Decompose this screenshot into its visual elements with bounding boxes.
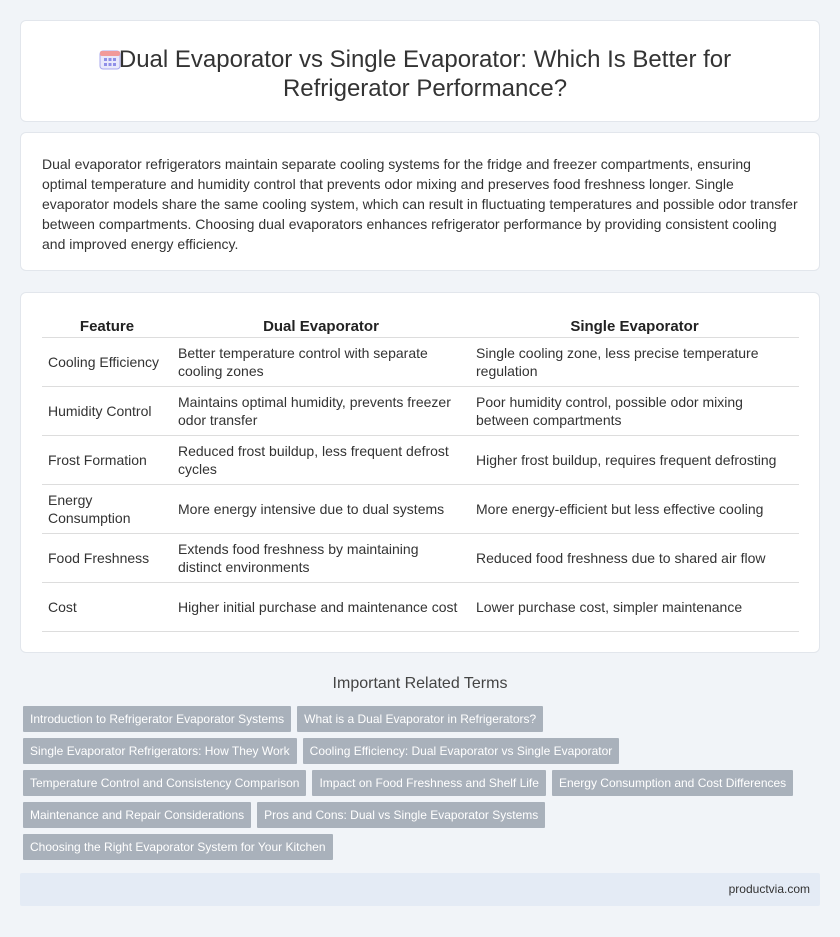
page-title: Dual Evaporator vs Single Evaporator: Which Is Better for Refrigerator Performance?: [118, 46, 732, 102]
feature-cell: Food Freshness: [42, 533, 172, 582]
related-terms-heading: Important Related Terms: [332, 675, 508, 692]
dual-cell: Extends food freshness by maintaining distinct environments: [172, 533, 470, 582]
related-term-tag[interactable]: Maintenance and Repair Considerations: [23, 802, 251, 828]
feature-cell: Cooling Efficiency: [42, 337, 172, 386]
table-header-row: [42, 317, 799, 337]
single-cell: Higher frost buildup, requires frequent defrosting: [470, 435, 799, 484]
table-row: [42, 533, 799, 582]
related-term-tag[interactable]: Single Evaporator Refrigerators: How They Work: [23, 738, 297, 764]
single-cell: Reduced food freshness due to shared air flow: [470, 533, 799, 582]
table-row: [42, 435, 799, 484]
footer: [20, 873, 820, 906]
header-dual-evaporator: Dual Evaporator: [172, 317, 470, 337]
related-term-tag[interactable]: Impact on Food Freshness and Shelf Life: [312, 770, 545, 796]
single-cell: Single cooling zone, less precise temperature regulation: [470, 337, 799, 386]
header-single-evaporator: Single Evaporator: [470, 317, 799, 337]
feature-cell: Frost Formation: [42, 435, 172, 484]
single-cell: Lower purchase cost, simpler maintenance: [470, 582, 799, 631]
header-feature: Feature: [42, 317, 172, 337]
feature-cell: Energy Consumption: [42, 484, 172, 533]
table-row: [42, 386, 799, 435]
related-terms-list: [23, 706, 813, 866]
feature-cell: Cost: [42, 582, 172, 631]
related-term-tag[interactable]: Pros and Cons: Dual vs Single Evaporator Systems: [257, 802, 545, 828]
feature-cell: Humidity Control: [42, 386, 172, 435]
related-term-tag[interactable]: Introduction to Refrigerator Evaporator Systems: [23, 706, 291, 732]
dual-cell: Reduced frost buildup, less frequent defrost cycles: [172, 435, 470, 484]
related-term-tag[interactable]: Temperature Control and Consistency Comparison: [23, 770, 306, 796]
comparison-table: [42, 317, 799, 632]
table-row: [42, 582, 799, 631]
dual-cell: Maintains optimal humidity, prevents freezer odor transfer: [172, 386, 470, 435]
table-row: [42, 337, 799, 386]
single-cell: Poor humidity control, possible odor mixing between compartments: [470, 386, 799, 435]
single-cell: More energy-efficient but less effective cooling: [470, 484, 799, 533]
dual-cell: More energy intensive due to dual systems: [172, 484, 470, 533]
related-term-tag[interactable]: Cooling Efficiency: Dual Evaporator vs Single Evaporator: [303, 738, 620, 764]
comparison-table-card: [20, 292, 820, 653]
related-term-tag[interactable]: Energy Consumption and Cost Differences: [552, 770, 793, 796]
footer-site-link[interactable]: productvia.com: [728, 882, 810, 896]
intro-card: [20, 132, 820, 271]
intro-paragraph: Dual evaporator refrigerators maintain separate cooling systems for the fridge and freezer compartments, ensuring optimal temperature and humidity control that prevents odor mixing and preserves food freshness longer. Single evaporator models share the same cooling system, which can result in fluctuating temperatures and possible odor transfer between compartments. Choosing dual evaporators enhances refrigerator performance by providing consistent cooling and improved energy efficiency.: [42, 156, 798, 252]
title-card: [20, 20, 820, 122]
dual-cell: Higher initial purchase and maintenance cost: [172, 582, 470, 631]
table-row: [42, 484, 799, 533]
related-term-tag[interactable]: What is a Dual Evaporator in Refrigerators?: [297, 706, 543, 732]
dual-cell: Better temperature control with separate cooling zones: [172, 337, 470, 386]
related-term-tag[interactable]: Choosing the Right Evaporator System for Your Kitchen: [23, 834, 333, 860]
